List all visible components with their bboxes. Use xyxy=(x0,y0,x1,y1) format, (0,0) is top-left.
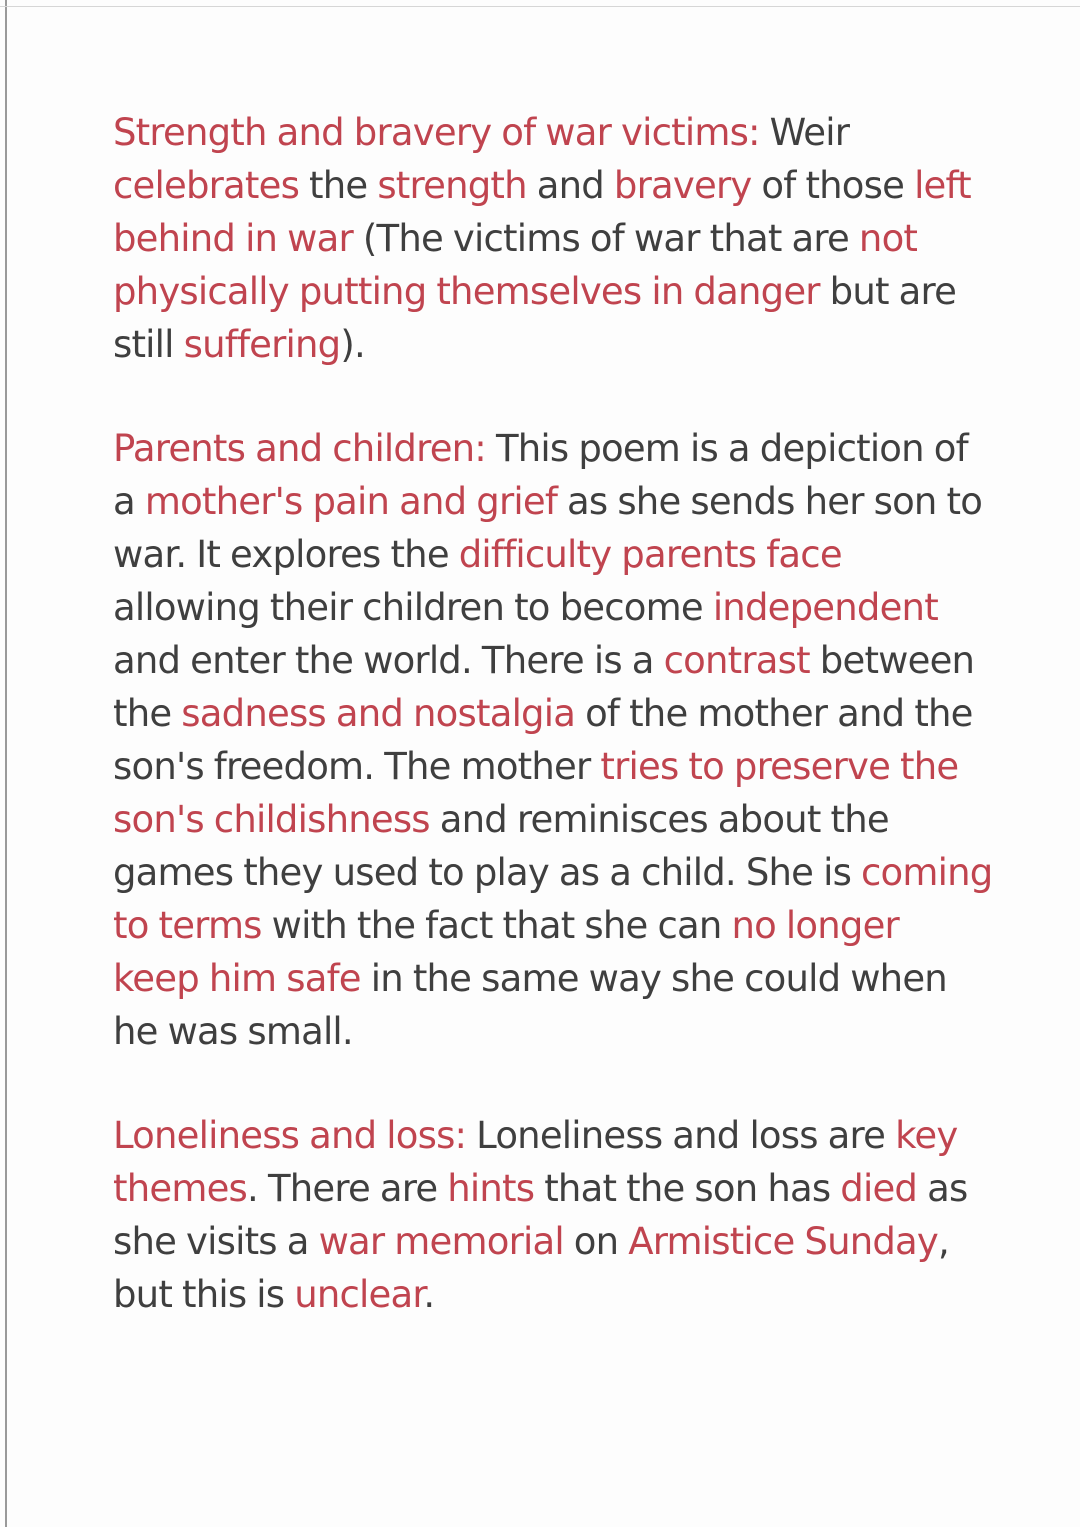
highlighted-phrase: left behind in war xyxy=(113,164,971,260)
body-text: and reminisces about the games they used to play as a child. She is xyxy=(113,798,889,894)
highlighted-phrase: independent xyxy=(712,586,938,629)
highlighted-phrase: suffering xyxy=(183,323,341,366)
theme-paragraph xyxy=(113,106,993,371)
highlighted-phrase: celebrates xyxy=(113,164,300,207)
highlighted-phrase: sadness and nostalgia xyxy=(181,692,576,735)
body-text: ). xyxy=(340,323,365,366)
highlighted-phrase: no longer keep him safe xyxy=(113,904,899,1000)
body-text: and enter the world. There is a xyxy=(113,639,664,682)
highlighted-phrase: hints xyxy=(447,1167,535,1210)
body-text: as she visits a xyxy=(113,1167,968,1263)
body-text: Loneliness and loss are xyxy=(466,1114,896,1157)
body-text: in the same way she could when he was small. xyxy=(113,957,947,1053)
body-text: between the xyxy=(113,639,975,735)
highlighted-phrase: tries to preserve the son's childishness xyxy=(113,745,959,841)
highlighted-phrase: not physically putting themselves in danger xyxy=(113,217,918,313)
highlighted-phrase: difficulty parents face xyxy=(458,533,842,576)
highlighted-phrase: coming to terms xyxy=(113,851,993,947)
theme-paragraph xyxy=(113,1109,993,1321)
body-text: and xyxy=(526,164,614,207)
highlighted-phrase: war memorial xyxy=(318,1220,564,1263)
highlighted-phrase: contrast xyxy=(663,639,810,682)
body-text: Weir xyxy=(759,111,850,154)
highlighted-phrase: died xyxy=(840,1167,918,1210)
highlighted-phrase: key themes xyxy=(113,1114,958,1210)
body-text: , but this is xyxy=(113,1220,949,1316)
body-text: . xyxy=(423,1273,435,1316)
theme-heading: Loneliness and loss: xyxy=(113,1114,467,1157)
body-text: . There are xyxy=(247,1167,448,1210)
body-text: (The victims of war that are xyxy=(352,217,859,260)
body-text: with the fact that she can xyxy=(261,904,732,947)
body-text: that the son has xyxy=(534,1167,841,1210)
body-text: This poem is a depiction of a xyxy=(113,427,968,523)
theme-paragraph xyxy=(113,422,993,1058)
body-text: allowing their children to become xyxy=(113,586,713,629)
notes-body xyxy=(113,106,993,1372)
highlighted-phrase: mother's pain and grief xyxy=(144,480,558,523)
theme-heading: Strength and bravery of war victims: xyxy=(113,111,760,154)
body-text: as she sends her son to war. It explores the xyxy=(113,480,983,576)
highlighted-phrase: Armistice Sunday xyxy=(628,1220,939,1263)
body-text: of those xyxy=(751,164,915,207)
page-top-edge xyxy=(0,6,1080,7)
highlighted-phrase: strength xyxy=(377,164,527,207)
body-text: of the mother and the son's freedom. The mother xyxy=(113,692,973,788)
body-text: but are still xyxy=(113,270,957,366)
body-text: on xyxy=(563,1220,629,1263)
highlighted-phrase: unclear xyxy=(294,1273,424,1316)
body-text: the xyxy=(299,164,378,207)
highlighted-phrase: bravery xyxy=(613,164,752,207)
theme-heading: Parents and children: xyxy=(113,427,486,470)
page-left-edge xyxy=(5,0,7,1527)
